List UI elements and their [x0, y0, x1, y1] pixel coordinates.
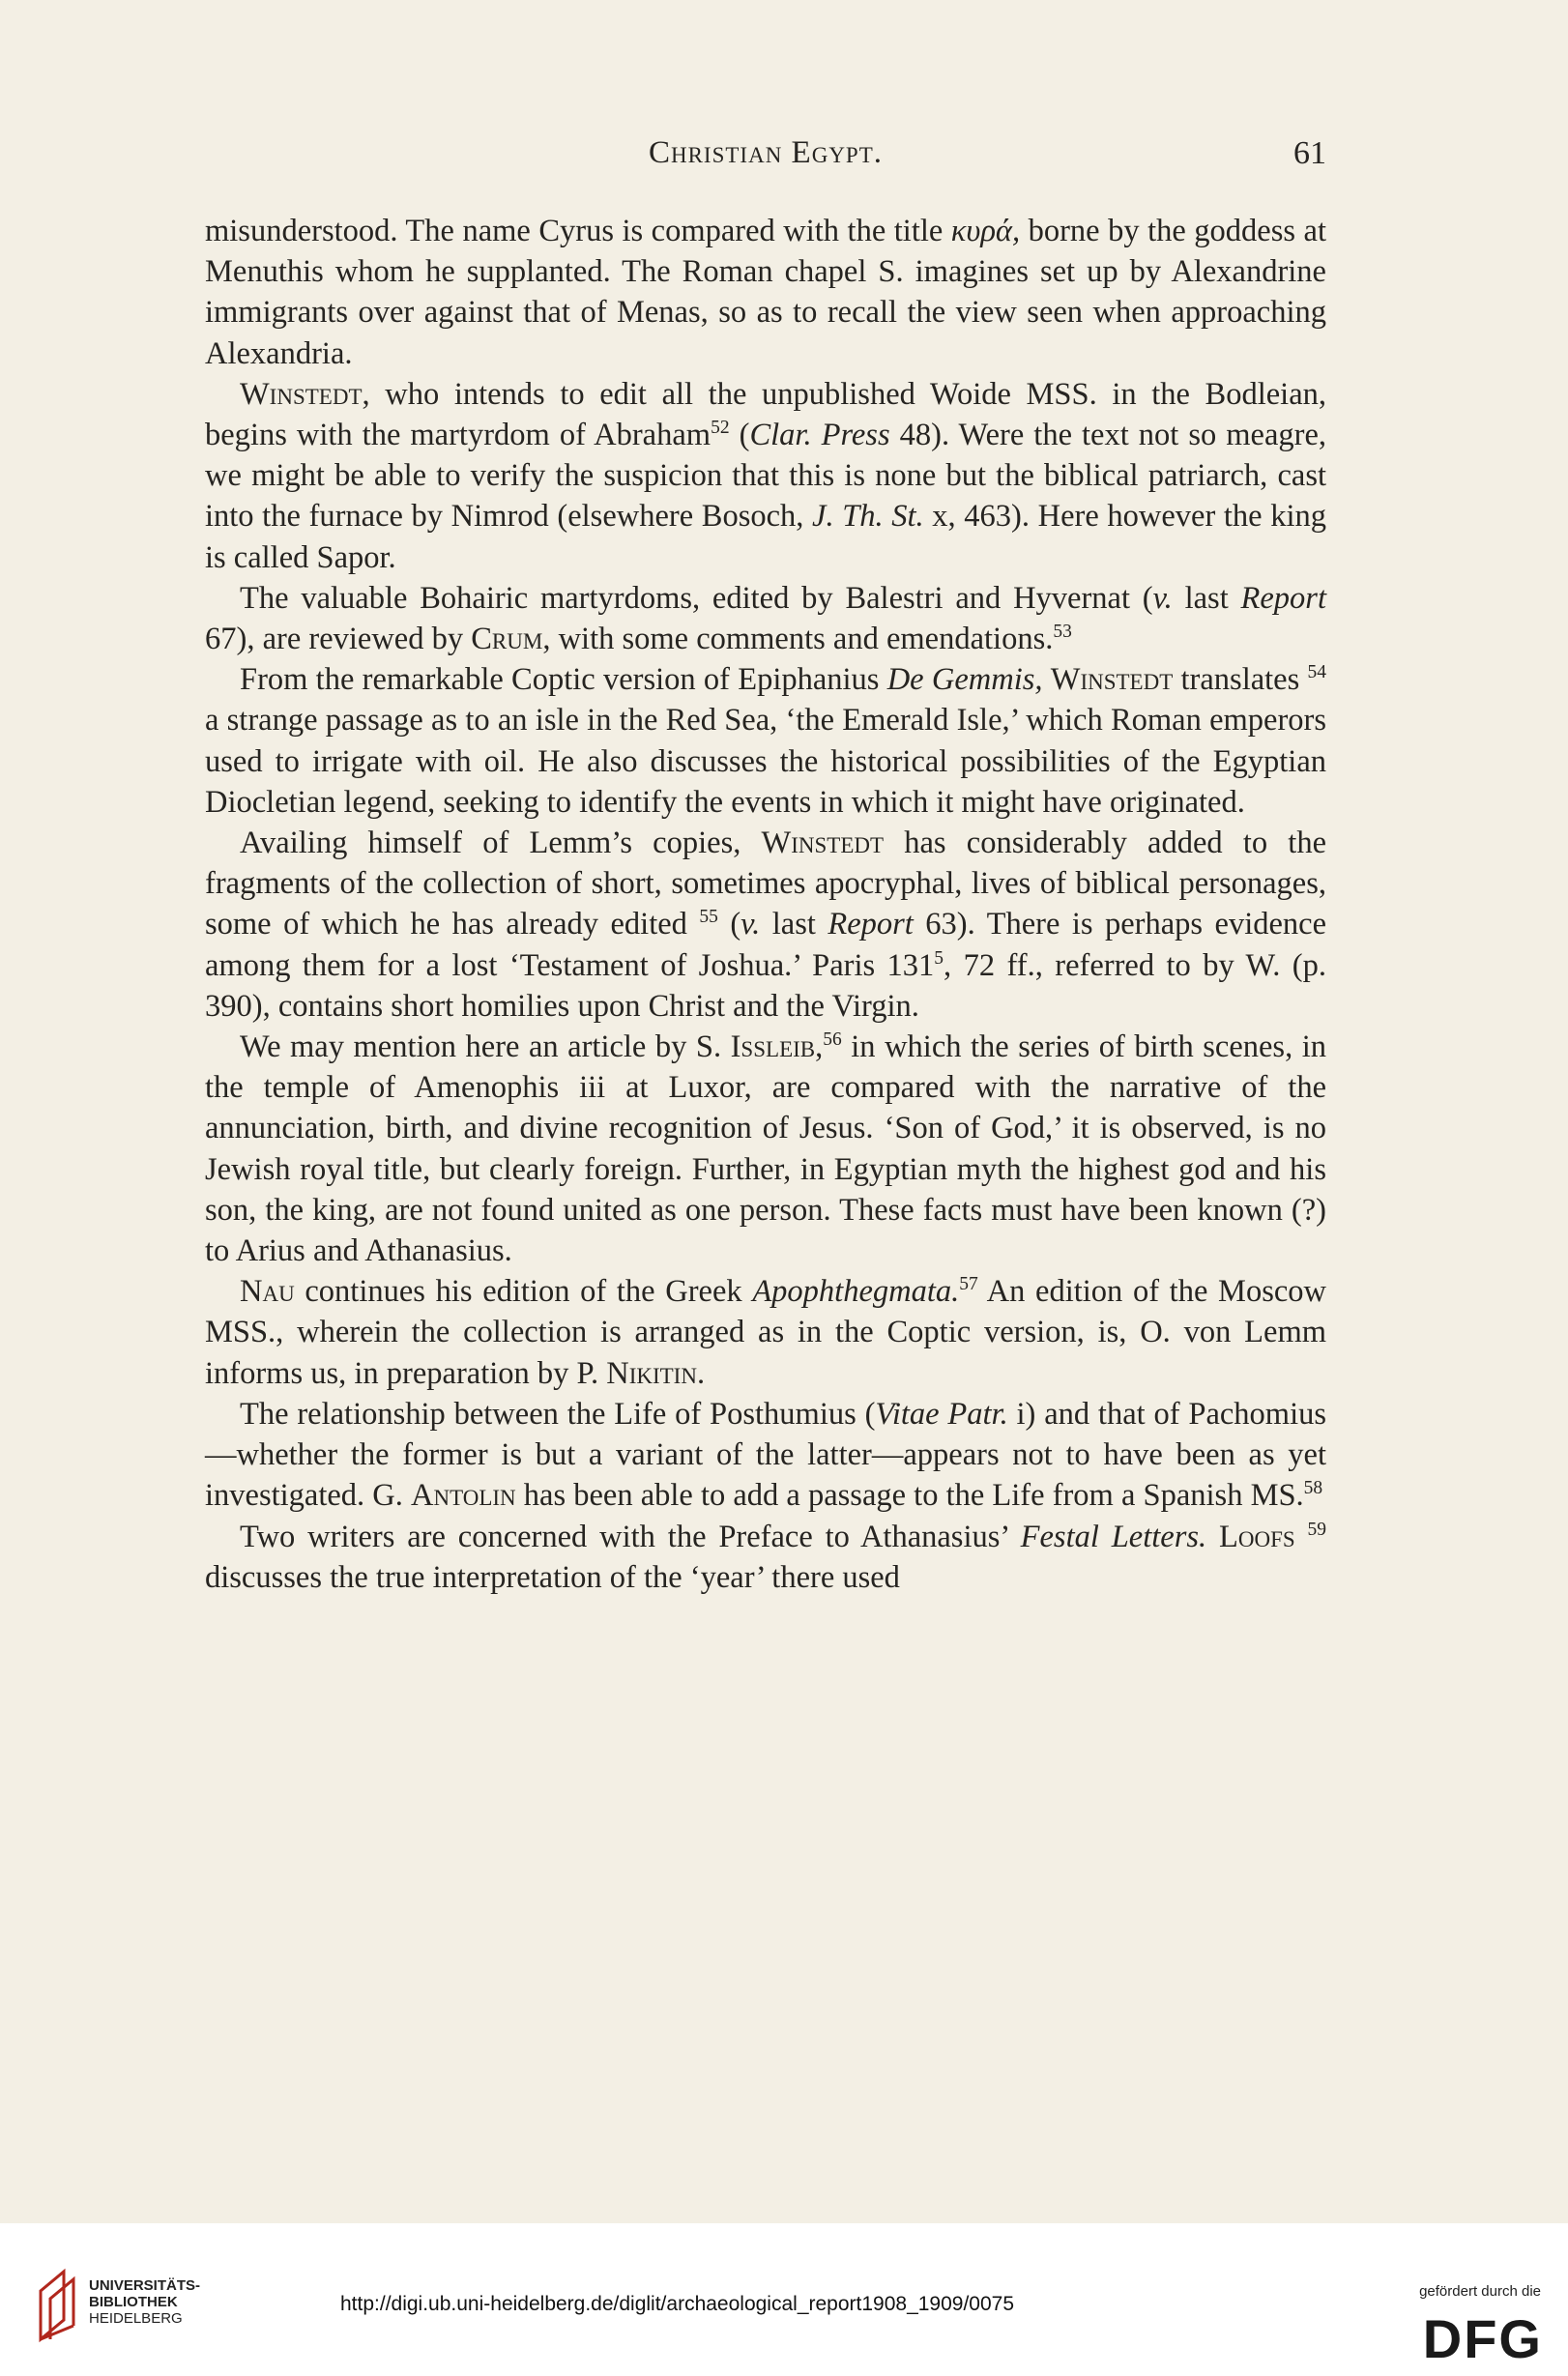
viewer-footer — [0, 2223, 1568, 2376]
text-run: 67), are reviewed by — [205, 622, 472, 657]
text-run: ( — [729, 418, 750, 453]
text-run: has been able to add a passage to the Life from a Spanish MS. — [515, 1478, 1304, 1514]
italic-text: Apophthegmata. — [752, 1274, 960, 1310]
footnote-ref: 54 — [1307, 662, 1327, 683]
text-run: a strange passage as to an isle in the Red Sea, ‘the Emerald Isle,’ which Roman emperors used to irrigate with oil. He also discusses the historical possibilities of the Egyptian Diocletian legend, seeking to identify the events in which it might have originated. — [205, 703, 1326, 820]
text-run — [1043, 662, 1051, 697]
library-name — [89, 2277, 200, 2327]
dfg-logo: DFG — [1422, 2308, 1543, 2369]
text-run — [1206, 1520, 1219, 1554]
university-library-logo-icon — [35, 2266, 81, 2343]
author-name: Winstedt — [761, 826, 885, 861]
italic-text: Festal Letters. — [1020, 1519, 1207, 1554]
text-run: last — [760, 907, 828, 942]
text-run: From the remarkable Coptic version of Epiphanius — [240, 662, 887, 698]
text-run: last — [1172, 580, 1241, 616]
library-name-line: BIBLIOTHEK — [89, 2294, 178, 2310]
author-name: Nikitin — [606, 1355, 697, 1391]
footnote-ref: 55 — [699, 907, 718, 928]
text-run: discusses the true interpretation of the ‘year’ there used — [205, 1559, 900, 1595]
text-run: i) and that of Pachomius—whether the former is but a variant of the latter—appears not to have been as yet investigated. G. — [205, 1396, 1326, 1514]
funding-note: gefördert durch die — [1419, 2283, 1541, 2300]
body-paragraph — [205, 1517, 1326, 1598]
footnote-ref: 5 — [934, 947, 944, 969]
source-url-link[interactable]: http://digi.ub.uni-heidelberg.de/diglit/archaeological_report1908_1909/0075 — [340, 2293, 1015, 2315]
text-run: , who intends to edit all the unpublished Woide MSS. in the Bodleian, begins with the martyrdom of Abraham — [205, 376, 1326, 453]
author-name: Loofs — [1219, 1519, 1295, 1554]
italic-text: v. — [740, 907, 761, 942]
text-run: An edition of the Moscow MSS., wherein the collection is arranged as in the Coptic version, is, O. von Lemm informs us, in preparation by P. — [205, 1274, 1326, 1391]
body-text — [205, 211, 1326, 1598]
text-run: 63). There is perhaps evidence among them for a lost ‘Testament of Joshua.’ Paris 131 — [205, 907, 1326, 983]
body-paragraph — [205, 578, 1326, 659]
text-run: The valuable Bohairic martyrdoms, edited by Balestri and Hyvernat ( — [240, 580, 1153, 616]
body-paragraph — [205, 1394, 1326, 1517]
text-run: x, 463). Here however the king is called Sapor. — [205, 499, 1327, 575]
text-run: , — [815, 1029, 824, 1065]
text-run: , with some comments and emendations. — [542, 622, 1054, 657]
body-paragraph — [205, 374, 1326, 578]
footnote-ref: 57 — [959, 1274, 978, 1295]
author-name: Antolin — [411, 1478, 516, 1514]
text-run: The relationship between the Life of Posthumius ( — [240, 1396, 876, 1432]
text-run: continues his edition of the Greek — [294, 1274, 753, 1310]
text-run: We may mention here an article by S. — [240, 1029, 731, 1065]
page-number: 61 — [1293, 135, 1326, 171]
text-run: in which the series of birth scenes, in the temple of Amenophis iii at Luxor, are compared with the narrative of the annunciation, birth, and divine recognition of Jesus. ‘Son of God,’ it is observed, is no Jewish royal title, but clearly foreign. Further, in Egyptian myth the highest god and his son, the king, are not found united as one person. These facts must have been known (?) to Arius and Athanasius. — [205, 1029, 1326, 1269]
body-paragraph — [205, 211, 1326, 374]
text-run: ( — [717, 907, 741, 942]
author-name: Issleib — [730, 1029, 816, 1065]
italic-text: De Gemmis, — [886, 662, 1043, 698]
body-paragraph — [205, 659, 1326, 823]
author-name: Nau — [240, 1274, 295, 1310]
italic-text: Report — [828, 907, 914, 942]
footnote-ref: 53 — [1053, 622, 1072, 643]
body-paragraph — [205, 1027, 1326, 1271]
italic-text: Clar. Press — [749, 418, 890, 453]
text-run: Two writers are concerned with the Preface to Athanasius’ — [240, 1519, 1021, 1554]
author-name: Winstedt — [240, 376, 363, 412]
text-run: 48). Were the text not so meagre, we might be able to verify the suspicion that this is none but the biblical patriarch, cast into the furnace by Nimrod (elsewhere Bosoch, — [205, 418, 1326, 535]
footnote-ref: 56 — [823, 1029, 842, 1051]
italic-text: v. — [1152, 580, 1173, 616]
running-title: Christian Egypt. — [648, 135, 884, 170]
text-run: has considerably added to the fragments of the collection of short, sometimes apocryphal, lives of biblical personages, some of which he has already edited — [205, 826, 1327, 942]
body-paragraph — [205, 823, 1326, 1027]
footnote-ref: 58 — [1303, 1478, 1323, 1499]
italic-text: Report — [1240, 580, 1326, 616]
library-name-line: HEIDELBERG — [89, 2310, 183, 2327]
page-header — [205, 135, 1326, 174]
text-run: borne by the goddess at Menuthis whom he supplanted. The Roman chapel S. imagines set up by Alexandrine immigrants over against that of Menas, so as to recall the view seen when approaching Alexandria. — [205, 214, 1326, 371]
text-run — [1295, 1520, 1308, 1554]
text-run: , 72 ff., referred to by W. (p. 390), contains short homilies upon Christ and the Virgin. — [205, 947, 1326, 1024]
text-run: . — [696, 1355, 706, 1391]
text-run: translates — [1173, 662, 1308, 698]
author-name: Crum — [471, 622, 543, 657]
italic-text: J. Th. St. — [812, 499, 924, 535]
footnote-ref: 59 — [1307, 1519, 1327, 1540]
footnote-ref: 52 — [711, 418, 730, 439]
text-run: Availing himself of Lemm’s copies, — [240, 826, 762, 861]
italic-text: κυρά, — [950, 214, 1021, 248]
italic-text: Vitae Patr. — [875, 1396, 1008, 1432]
body-paragraph — [205, 1271, 1326, 1394]
text-run: misunderstood. The name Cyrus is compared with the title — [205, 214, 951, 248]
library-name-line: UNIVERSITÄTS- — [89, 2277, 201, 2294]
author-name: Winstedt — [1050, 662, 1174, 698]
